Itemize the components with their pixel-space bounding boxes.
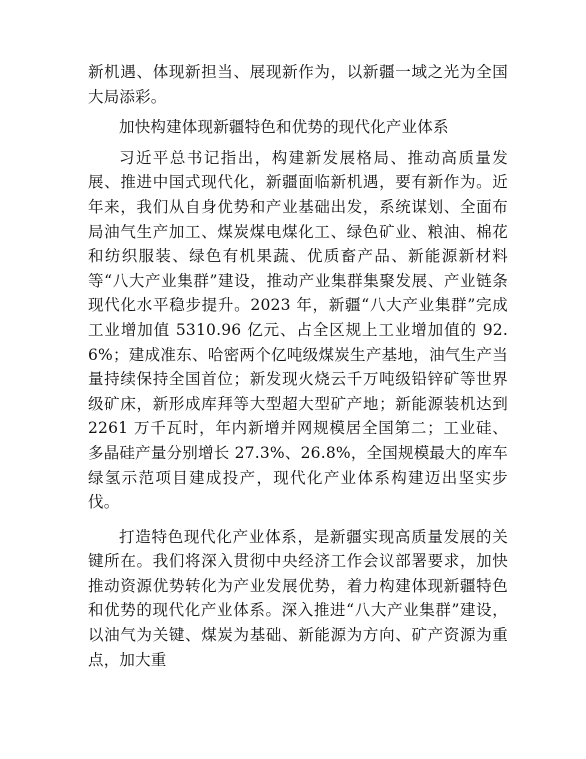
document-page: [88, 60, 508, 672]
section-heading: 加快构建体现新疆特色和优势的现代化产业体系: [119, 118, 449, 137]
body-paragraph: 打造特色现代化产业体系，是新疆实现高质量发展的关键所在。我们将深入贯彻中央经济工作会议部署要求，加快推动资源优势转化为产业发展优势，着力构建体现新疆特色和优势的现代化产业体系。深入推进“八大产业集群”建设，以油气为关键、煤炭为基础、新能源为方向、矿产资源为重点，加大重: [88, 527, 508, 669]
body-paragraph: 习近平总书记指出，构建新发展格局、推动高质量发展、推进中国式现代化，新疆面临新机遇，要有新作为。近年来，我们从自身优势和产业基础出发，系统谋划、全面布局油气生产加工、煤炭煤电煤化工、绿色矿业、粮油、棉花和纺织服装、绿色有机果蔬、优质畜产品、新能源新材料等“八大产业集群”建设，推动产业集群集聚发展、产业链条现代化水平稳步提升。2023 年，新疆“八大产业集群”完成工业增加值 5310.96 亿元、占全区规上工业增加值的 92.6%；建成准东、哈密两个亿吨级煤炭生产基地，油气生产当量持续保持全国首位；新发现火烧云千万吨级铅锌矿等世界级矿床，新形成库拜等大型超大型矿产地；新能源装机达到 2261 万千瓦时，年内新增并网规模居全国第二；工业硅、多晶硅产量分别增长 27.3%、26.8%，全国规模最大的库车绿氢示范项目建成投产，现代化产业体系构建迈出坚实步伐。: [88, 148, 508, 512]
body-paragraph-continuation: 新机遇、体现新担当、展现新作为，以新疆一域之光为全国大局添彩。: [88, 63, 508, 106]
